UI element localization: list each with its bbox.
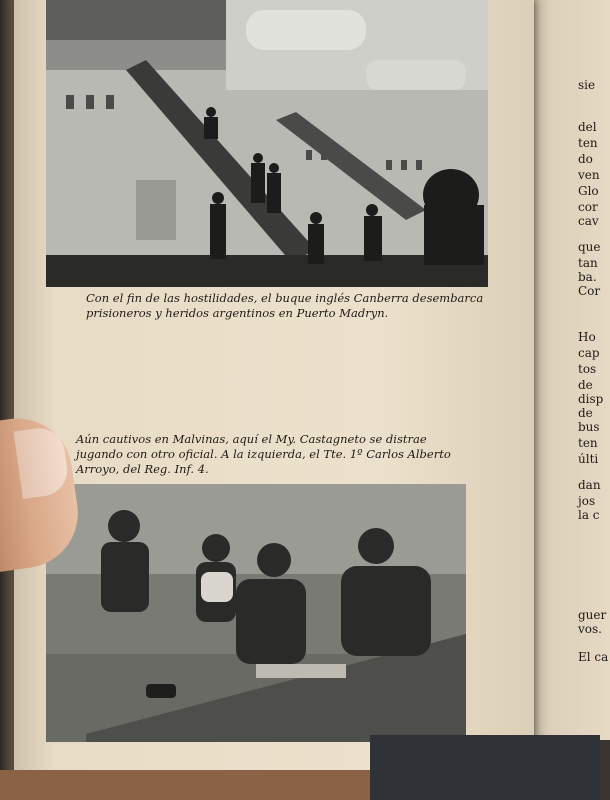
facing-page-text: de	[578, 406, 593, 420]
facing-page-text: ten	[578, 136, 598, 150]
ship-photo	[46, 0, 488, 287]
facing-page-text: dan	[578, 478, 601, 492]
facing-page-text: vos.	[578, 622, 602, 636]
facing-page-text: ten	[578, 436, 598, 450]
soldiers-photo-caption: Aún cautivos en Malvinas, aquí el My. Castagneto se distrae jugando con otro oficial. A la izquierda, el Tte. 1º Carlos Alberto Arroyo, del Reg. Inf. 4.	[76, 432, 451, 476]
facing-page-text: bus	[578, 420, 600, 434]
facing-page-text: jos	[578, 494, 596, 508]
facing-page-text: tos	[578, 362, 597, 376]
facing-page-text: Cor	[578, 284, 601, 298]
facing-page-text: Glo	[578, 184, 599, 198]
facing-page-text: de	[578, 378, 593, 392]
facing-page-text: El ca	[578, 650, 609, 664]
dark-background	[370, 735, 600, 800]
soldiers-photo-illustration	[46, 484, 466, 742]
facing-page-text: cor	[578, 200, 598, 214]
facing-page-text: ba.	[578, 270, 597, 284]
facing-page-text: cav	[578, 214, 599, 228]
facing-page-text: ven	[578, 168, 600, 182]
facing-page-text: tan	[578, 256, 598, 270]
facing-page-text: la c	[578, 508, 600, 522]
facing-page-text: Ho	[578, 330, 596, 344]
facing-page-text: que	[578, 240, 601, 254]
ship-photo-illustration	[46, 0, 488, 287]
soldiers-photo	[46, 484, 466, 742]
facing-page-text: do	[578, 152, 593, 166]
facing-page-text: sie	[578, 78, 596, 92]
facing-page-text: disp	[578, 392, 604, 406]
facing-page-text: del	[578, 120, 597, 134]
facing-page-text: cap	[578, 346, 600, 360]
ship-photo-caption: Con el fin de las hostilidades, el buque inglés Canberra desembarca prisioneros y heridos argentinos en Puerto Madryn.	[86, 291, 484, 320]
facing-page-text: guer	[578, 608, 607, 622]
facing-page-text: últi	[578, 452, 599, 466]
